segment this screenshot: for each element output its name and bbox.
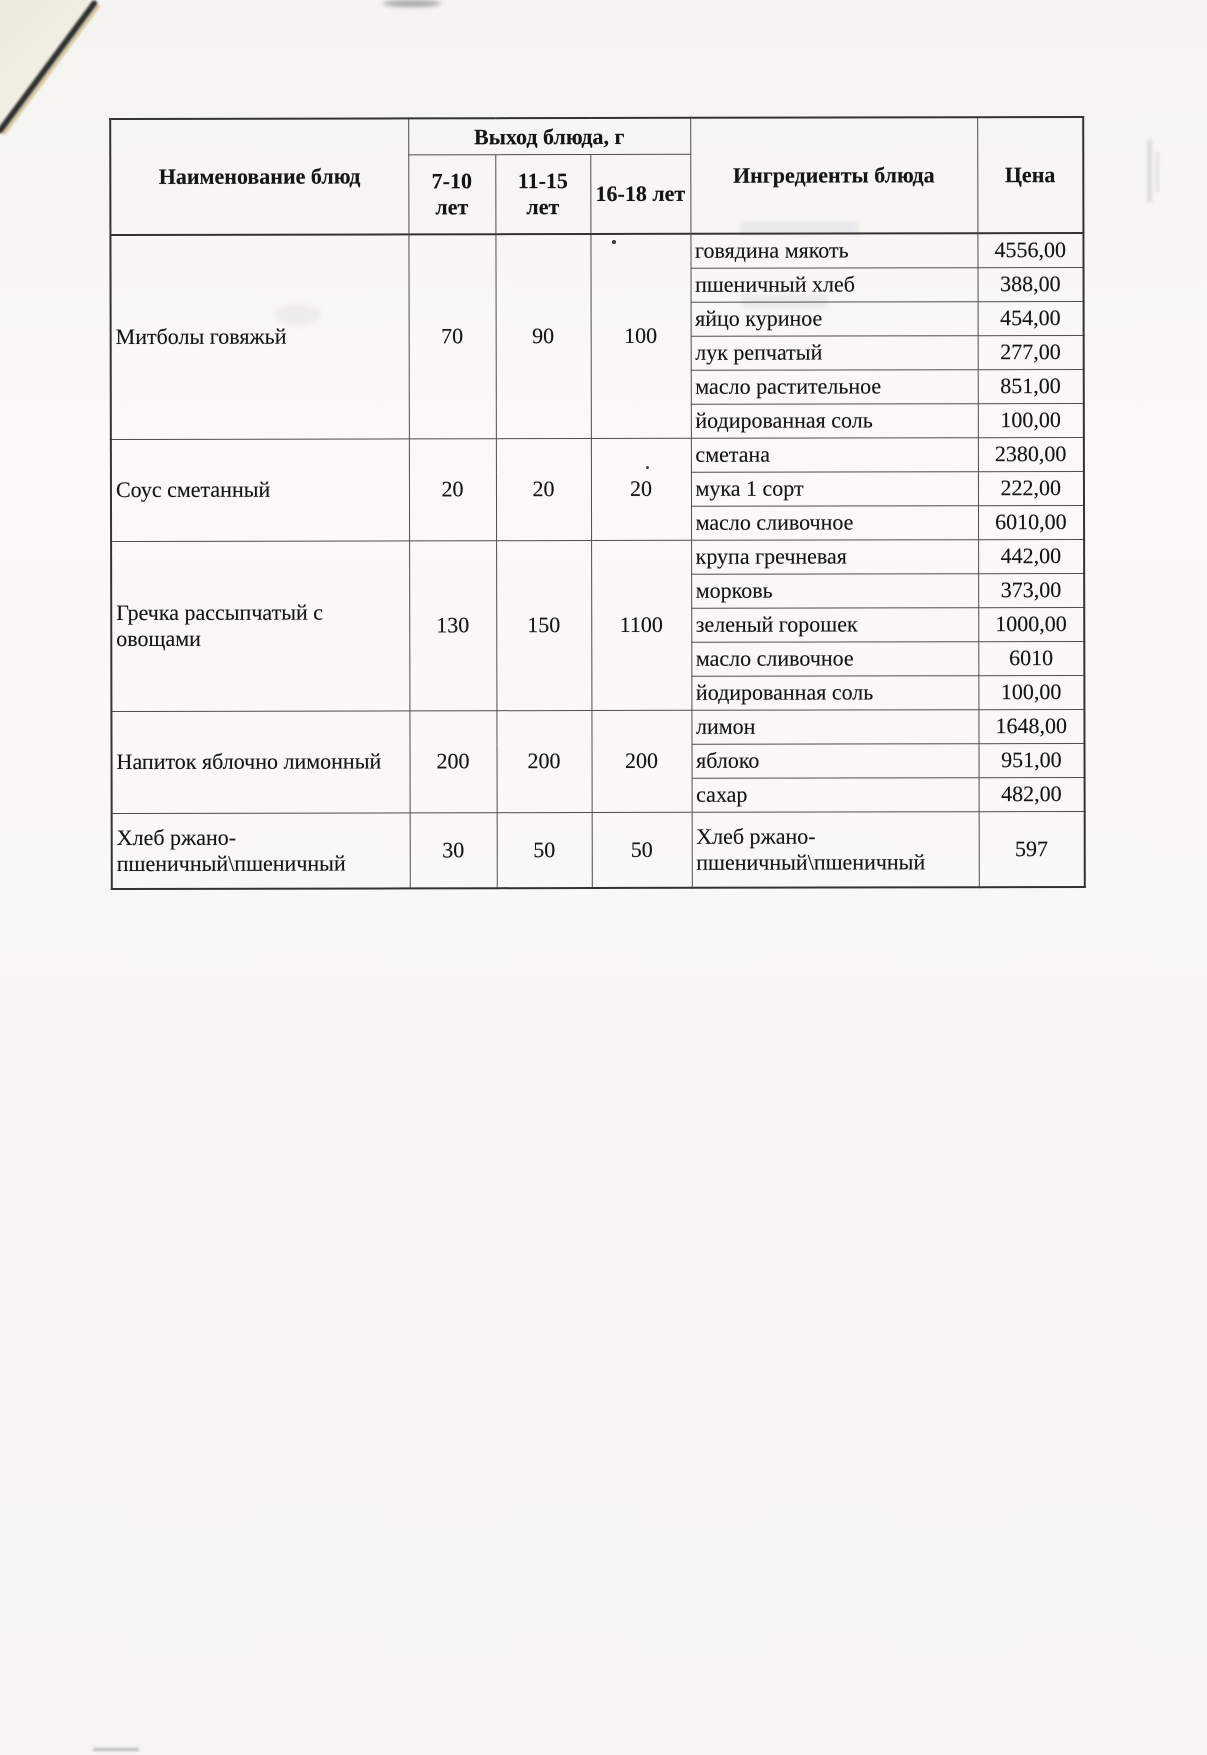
ingredient-price: 222,00 bbox=[978, 471, 1084, 505]
ingredient-price: 2380,00 bbox=[978, 437, 1084, 471]
column-header-output-group: Выход блюда, г bbox=[408, 118, 690, 155]
column-header-price: Цена bbox=[977, 117, 1083, 233]
ingredient-row bbox=[111, 539, 1084, 575]
portion-grams: 70 bbox=[408, 234, 495, 438]
ingredient-name: масло растительное bbox=[691, 369, 978, 404]
ingredient-name: морковь bbox=[691, 573, 978, 608]
ingredient-name: масло сливочное bbox=[691, 641, 978, 676]
ingredient-name: крупа гречневая bbox=[691, 539, 978, 574]
ingredient-price: 1648,00 bbox=[978, 709, 1084, 743]
portion-grams: 200 bbox=[409, 710, 496, 812]
ingredient-name: зеленый горошек bbox=[691, 607, 978, 642]
ingredient-price: 6010,00 bbox=[978, 505, 1084, 539]
ingredient-name: говядина мякоть bbox=[690, 233, 977, 268]
portion-grams: 100 bbox=[590, 234, 690, 438]
portion-grams: 20 bbox=[496, 438, 591, 540]
ingredient-price: 951,00 bbox=[979, 743, 1085, 777]
scan-mark bbox=[93, 1748, 139, 1751]
ingredient-row bbox=[111, 437, 1084, 473]
portion-grams: 150 bbox=[496, 540, 591, 710]
dish-name: Хлеб ржано-пшеничный\пшеничный bbox=[112, 812, 410, 889]
ingredient-price: 100,00 bbox=[978, 403, 1084, 437]
ingredient-name: йодированная соль bbox=[691, 675, 978, 710]
ingredient-price: 100,00 bbox=[978, 675, 1084, 709]
column-header-age-7-10: 7-10 лет bbox=[408, 154, 495, 234]
dish-name: Соус сметанный bbox=[111, 438, 409, 541]
column-header-age-16-18: 16-18 лет bbox=[590, 154, 690, 234]
ingredient-name: лимон bbox=[691, 709, 978, 744]
ingredient-name: яблоко bbox=[692, 743, 979, 778]
dish-name: Митболы говяжьй bbox=[110, 234, 408, 439]
ingredient-name: яйцо куриное bbox=[691, 301, 978, 336]
ingredient-price: 482,00 bbox=[979, 777, 1085, 811]
ingredient-price: 851,00 bbox=[978, 369, 1084, 403]
ingredient-name: йодированная соль bbox=[691, 403, 978, 438]
ingredient-name: масло сливочное bbox=[691, 505, 978, 540]
portion-grams: 20 bbox=[591, 438, 691, 540]
ingredient-price: 442,00 bbox=[978, 539, 1084, 573]
ingredient-row bbox=[111, 709, 1084, 745]
column-header-dish-name: Наименование блюд bbox=[110, 118, 408, 235]
ingredient-name: сахар bbox=[692, 777, 979, 812]
ingredient-row bbox=[112, 811, 1085, 889]
ingredient-price: 388,00 bbox=[978, 267, 1084, 301]
ingredient-price: 6010 bbox=[978, 641, 1084, 675]
ingredient-name: лук репчатый bbox=[691, 335, 978, 370]
portion-grams: 50 bbox=[592, 812, 692, 888]
portion-grams: 20 bbox=[409, 438, 496, 540]
ingredient-price: 4556,00 bbox=[977, 233, 1083, 267]
ingredient-name: сметана bbox=[691, 437, 978, 472]
ingredient-price: 454,00 bbox=[978, 301, 1084, 335]
scan-streak bbox=[1156, 152, 1159, 192]
ingredient-price: 373,00 bbox=[978, 573, 1084, 607]
ingredient-price: 1000,00 bbox=[978, 607, 1084, 641]
portion-grams: 90 bbox=[495, 234, 590, 438]
portion-grams: 50 bbox=[497, 812, 592, 888]
column-header-age-11-15: 11-15 лет bbox=[495, 154, 590, 234]
portion-grams: 200 bbox=[496, 710, 591, 812]
ingredient-name: Хлеб ржано-пшеничный\пшеничный bbox=[692, 811, 979, 888]
ingredient-price: 277,00 bbox=[978, 335, 1084, 369]
scan-streak bbox=[1147, 140, 1152, 202]
portion-grams: 200 bbox=[591, 710, 691, 812]
dish-name: Гречка рассыпчатый с овощами bbox=[111, 540, 409, 711]
portion-grams: 30 bbox=[410, 812, 497, 888]
header-row-top bbox=[110, 117, 1083, 155]
column-header-ingredients: Ингредиенты блюда bbox=[690, 117, 977, 234]
ingredient-name: мука 1 сорт bbox=[691, 471, 978, 506]
ingredient-price: 597 bbox=[979, 811, 1085, 887]
ingredient-row bbox=[110, 233, 1083, 269]
portion-grams: 130 bbox=[409, 540, 496, 710]
menu-cost-table bbox=[109, 116, 1086, 890]
scan-smudge bbox=[383, 0, 441, 7]
ingredient-name: пшеничный хлеб bbox=[691, 267, 978, 302]
portion-grams: 1100 bbox=[591, 540, 691, 710]
dish-name: Напиток яблочно лимонный bbox=[111, 710, 409, 813]
